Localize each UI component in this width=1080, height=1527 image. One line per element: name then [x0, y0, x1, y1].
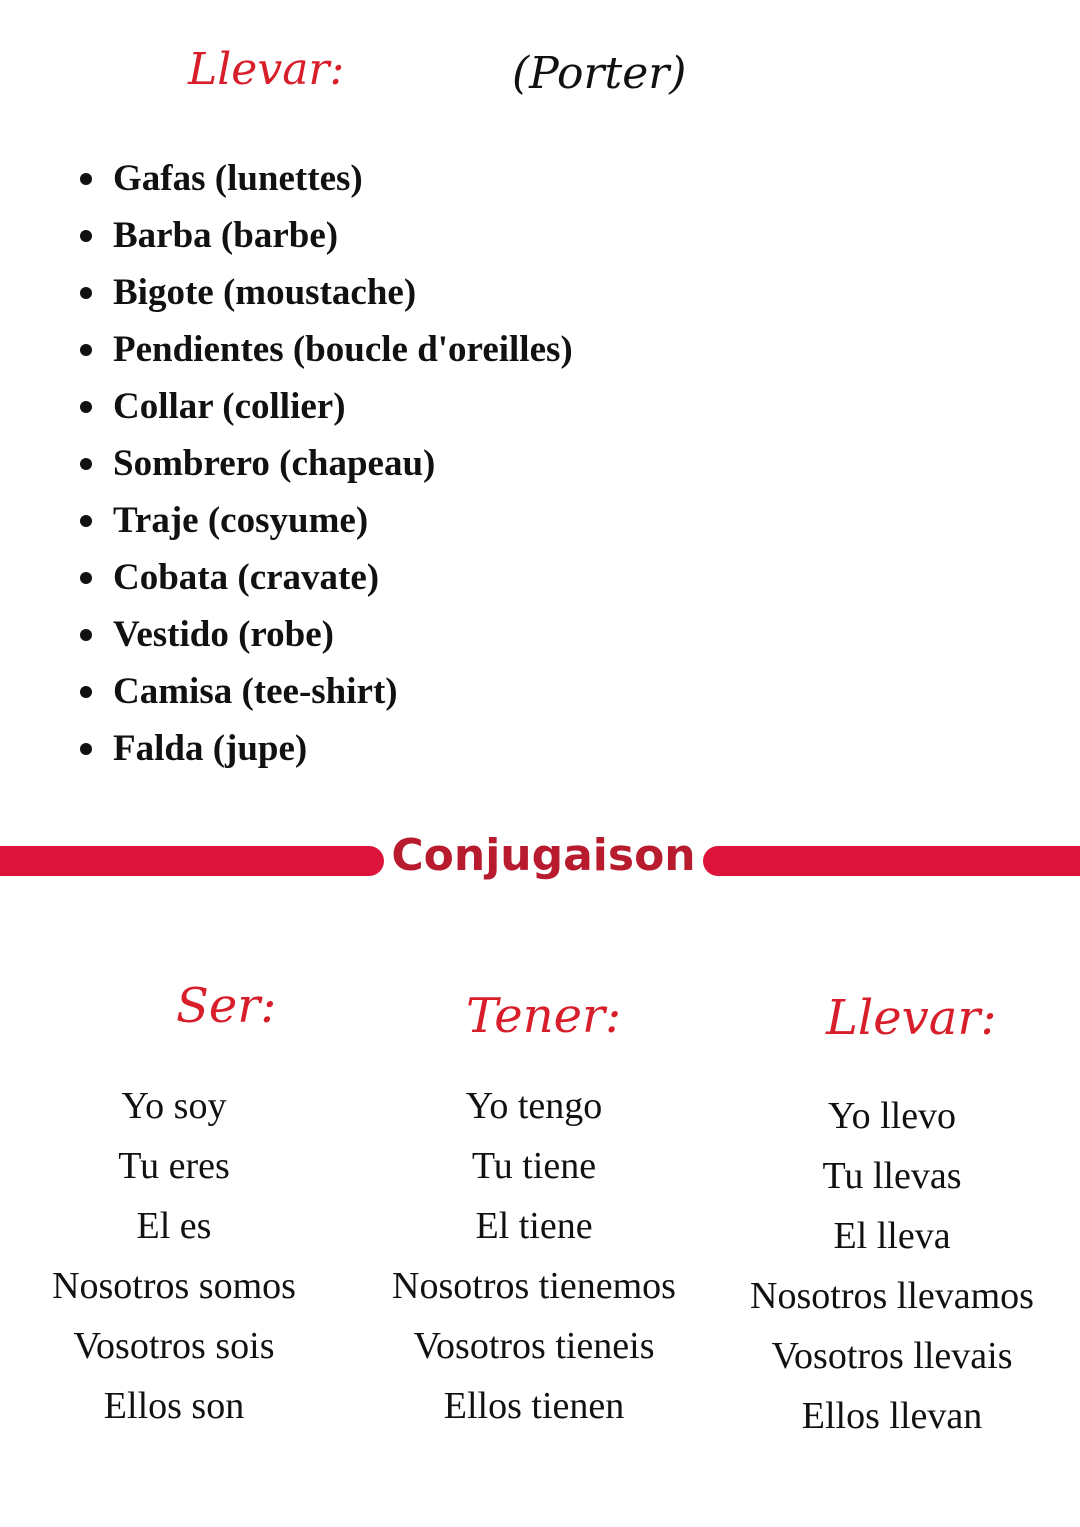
conj-verb-llevar: Llevar:: [826, 990, 997, 1046]
bullet-icon: [80, 230, 92, 242]
conjugation-form: Tu tiene: [471, 1145, 597, 1187]
section-title: Conjugaison: [391, 830, 696, 881]
list-item: Pendientes (boucle d'oreilles): [80, 321, 573, 378]
conjugation-form: Vosotros tieneis: [413, 1325, 655, 1367]
conjugation-form: Ellos llevan: [801, 1395, 983, 1437]
conjugation-form: Yo soy: [121, 1085, 227, 1127]
list-item: Collar (collier): [80, 378, 573, 435]
bullet-icon: [80, 629, 92, 641]
bullet-icon: [80, 401, 92, 413]
conjugation-form: Tu eres: [118, 1145, 230, 1187]
bullet-icon: [80, 173, 92, 185]
verb-translation: (Porter): [512, 48, 687, 99]
bullet-icon: [80, 458, 92, 470]
conjugation-form: Vosotros sois: [73, 1325, 275, 1367]
divider-bar-left: [0, 846, 384, 876]
list-item: Cobata (cravate): [80, 549, 573, 606]
conj-verb-ser: Ser:: [176, 978, 277, 1034]
conjugation-form: Vosotros llevais: [771, 1335, 1013, 1377]
conjugation-form: Ellos son: [103, 1385, 245, 1427]
conjugation-column-llevar: [722, 1086, 1062, 1446]
list-item: Barba (barbe): [80, 207, 573, 264]
bullet-icon: [80, 686, 92, 698]
conjugation-column-ser: [24, 1076, 324, 1436]
conjugation-form: Tu llevas: [822, 1155, 962, 1197]
verb-title: Llevar:: [188, 44, 345, 95]
list-item: Falda (jupe): [80, 720, 573, 777]
conjugation-column-tener: [364, 1076, 704, 1436]
conjugation-form: El tiene: [475, 1205, 593, 1247]
bullet-icon: [80, 515, 92, 527]
list-item: Camisa (tee-shirt): [80, 663, 573, 720]
bullet-icon: [80, 572, 92, 584]
conjugation-form: El es: [136, 1205, 212, 1247]
conjugation-form: Nosotros llevamos: [750, 1275, 1034, 1317]
list-item: Vestido (robe): [80, 606, 573, 663]
conjugation-form: Yo llevo: [827, 1095, 957, 1137]
conjugation-form: Nosotros somos: [52, 1265, 296, 1307]
conjugation-form: Ellos tienen: [443, 1385, 625, 1427]
list-item: Traje (cosyume): [80, 492, 573, 549]
bullet-icon: [80, 287, 92, 299]
list-item: Bigote (moustache): [80, 264, 573, 321]
divider-bar-right: [703, 846, 1080, 876]
conjugation-form: Nosotros tienemos: [392, 1265, 676, 1307]
bullet-icon: [80, 344, 92, 356]
conjugation-form: El lleva: [833, 1215, 951, 1257]
conj-verb-tener: Tener:: [466, 988, 622, 1044]
vocabulary-list: [80, 150, 573, 777]
list-item: Gafas (lunettes): [80, 150, 573, 207]
conjugation-form: Yo tengo: [465, 1085, 603, 1127]
bullet-icon: [80, 743, 92, 755]
list-item: Sombrero (chapeau): [80, 435, 573, 492]
